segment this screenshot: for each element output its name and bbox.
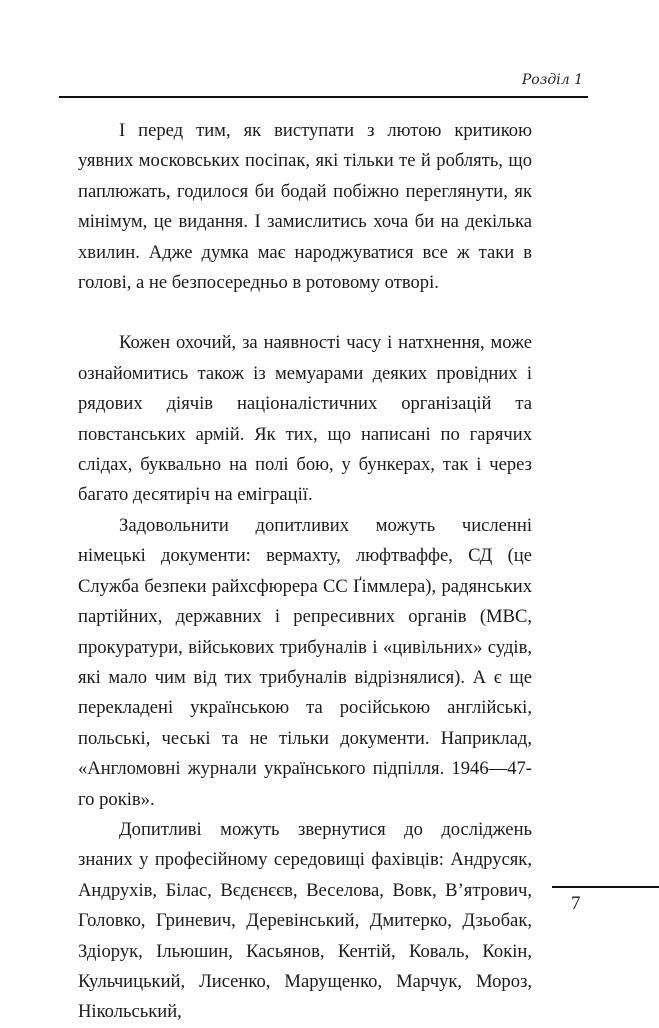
page-number: 7 bbox=[571, 893, 581, 914]
header-rule bbox=[59, 96, 588, 98]
running-head: Розділ 1 bbox=[521, 72, 583, 88]
body-text bbox=[78, 116, 532, 1028]
footer-rule bbox=[552, 886, 659, 888]
paragraph: Задовольнити допитливих можуть численні німецькі документи: вермахту, люфтваффе, СД (це Служба безпеки райхсфюрера СС Ґіммлера), радянських партійних, державних і репресивних органів (МВС, прокуратури, військових трибуналів і «цивільних» судів, які мало чим від тих трибуналів відрізнялися). А є ще перекладені українською та російською англійські, польські, чеські та не тільки документи. Наприклад, «Англомовні журнали українського підпілля. 1946—47-го років». bbox=[78, 514, 532, 810]
paragraph: Допитливі можуть звернутися до досліджень знаних у професійному середовищі фахівців: Андрусяк, Андрухів, Білас, Вєдєнєєв, Веселова, Вовк, В’ятрович, Головко, Гриневич, Деревінський, Дмитерко, Дзьобак, Здіорук, Ільюшин, Касьянов, Кентій, Коваль, Кокін, Кульчицький, Лисенко, Марущенко, Марчук, Мороз, Нікольський, bbox=[78, 818, 532, 1023]
paragraph: Кожен охочий, за наявності часу і натхнення, може ознайомитись також із мемуарами деяких провідних і рядових діячів націоналістичних організацій та повстанських армій. Як тих, що написані по гарячих слідах, буквально на полі бою, у бункерах, так і через багато десятиріч на еміграції. bbox=[78, 332, 532, 506]
paragraph: І перед тим, як виступати з лютою критикою уявних московських посіпак, які тільки те й роблять, що паплюжать, годилося би бодай побіжно переглянути, як мінімум, це видання. І замислитись хоча би на декілька хвилин. Адже думка має народжуватися все ж таки в голові, а не безпосередньо в ротовому отворі. bbox=[78, 120, 532, 294]
